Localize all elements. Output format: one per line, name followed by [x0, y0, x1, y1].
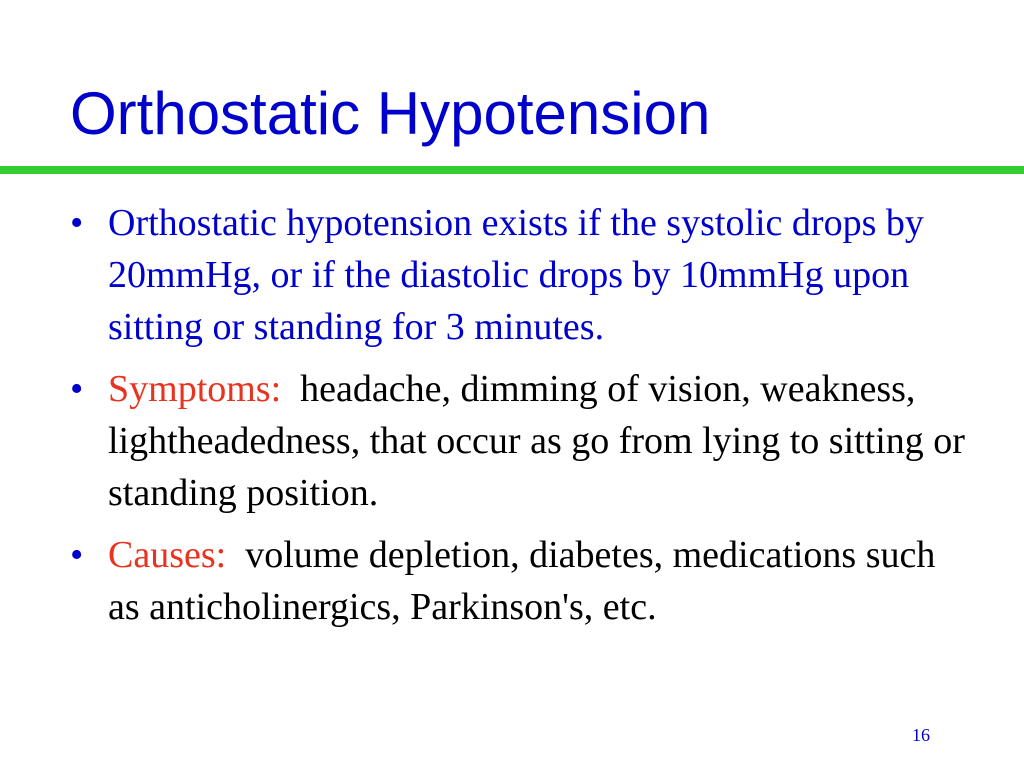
bullet-icon: •	[70, 202, 84, 244]
slide-title: Orthostatic Hypotension	[70, 80, 711, 147]
title-divider	[0, 166, 1024, 174]
bullet-causes	[70, 529, 970, 633]
bullet-icon: •	[70, 534, 84, 576]
page-number: 16	[912, 725, 930, 745]
causes-label: Causes:	[108, 534, 227, 576]
causes-text: volume depletion, diabetes, medications such as anticholinergics, Parkinson's, etc.	[108, 534, 936, 628]
definition-text: Orthostatic hypotension exists if the systolic drops by 20mmHg, or if the diastolic drops by 10mmHg upon sitting or standing for 3 minutes.	[108, 202, 924, 348]
bullet-symptoms	[70, 363, 970, 519]
bullet-icon: •	[70, 368, 84, 410]
bullet-list	[70, 197, 970, 643]
bullet-definition	[70, 197, 970, 353]
symptoms-text: headache, dimming of vision, weakness, lightheadedness, that occur as go from lying to sitting or standing position.	[108, 368, 965, 514]
symptoms-label: Symptoms:	[108, 368, 282, 410]
